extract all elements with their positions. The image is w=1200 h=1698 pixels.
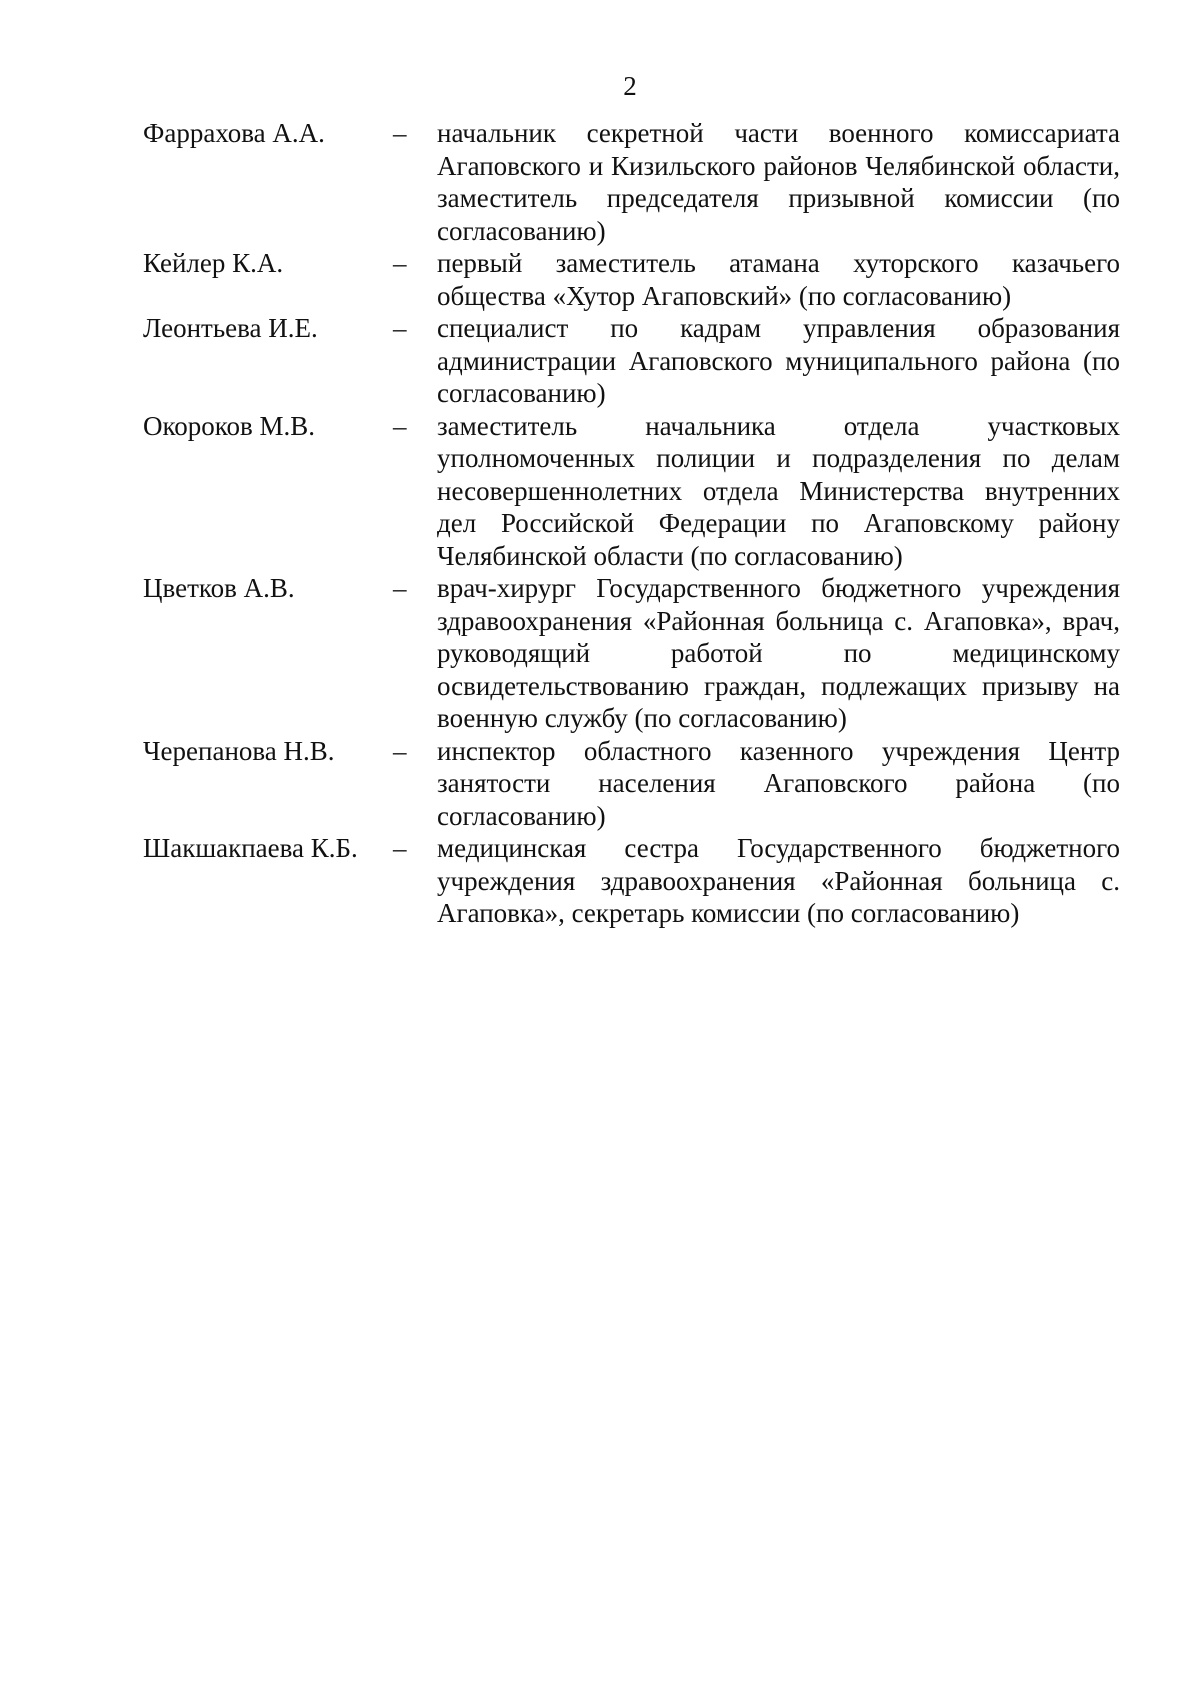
member-name: Леонтьева И.Е. [143,313,318,343]
member-role: инспектор областного казенного учреждения Центр занятости населения Агаповского района (по согласованию) [437,735,1120,831]
member-row [143,117,1120,247]
dash-separator: – [393,833,407,863]
member-row [143,410,1120,573]
member-role: специалист по кадрам управления образования администрации Агаповского муниципального района (по согласованию) [437,313,1120,408]
member-name: Черепанова Н.В. [143,735,335,766]
member-name: Шакшакпаева К.Б. [143,833,358,863]
member-name: Кейлер К.А. [143,248,284,278]
dash-separator: – [393,313,407,343]
member-row [143,572,1120,735]
member-role: медицинская сестра Государственного бюджетного учреждения здравоохранения «Районная больница с. Агаповка», секретарь комиссии (по согласованию) [437,833,1120,928]
dash-separator: – [393,410,407,441]
member-role: врач-хирург Государственного бюджетного учреждения здравоохранения «Районная больница с. Агаповка», врач, руководящий работой по медицинскому освидетельствованию граждан, подлежащих призыву на военную службу (по согласованию) [437,573,1120,733]
member-name: Окороков М.В. [143,410,316,441]
commission-member-list [143,117,1120,930]
member-name: Цветков А.В. [143,573,295,603]
member-row [143,312,1120,410]
member-row [143,832,1120,930]
member-role: заместитель начальника отдела участковых уполномоченных полиции и подразделения по делам несовершеннолетних отдела Министерства внутренних дел Российской Федерации по Агаповскому району Челябинской области (по согласованию) [437,410,1120,571]
member-row [143,247,1120,312]
dash-separator: – [393,735,407,766]
dash-separator: – [393,248,407,278]
member-role: первый заместитель атамана хуторского казачьего общества «Хутор Агаповский» (по согласованию) [437,248,1120,311]
member-row [143,735,1120,833]
dash-separator: – [393,573,407,603]
dash-separator: – [393,118,407,148]
page-number: 2 [623,71,637,101]
member-role: начальник секретной части военного комиссариата Агаповского и Кизильского районов Челябинской области, заместитель председателя призывной комиссии (по согласованию) [437,118,1120,246]
member-name: Фаррахова А.А. [143,118,325,148]
